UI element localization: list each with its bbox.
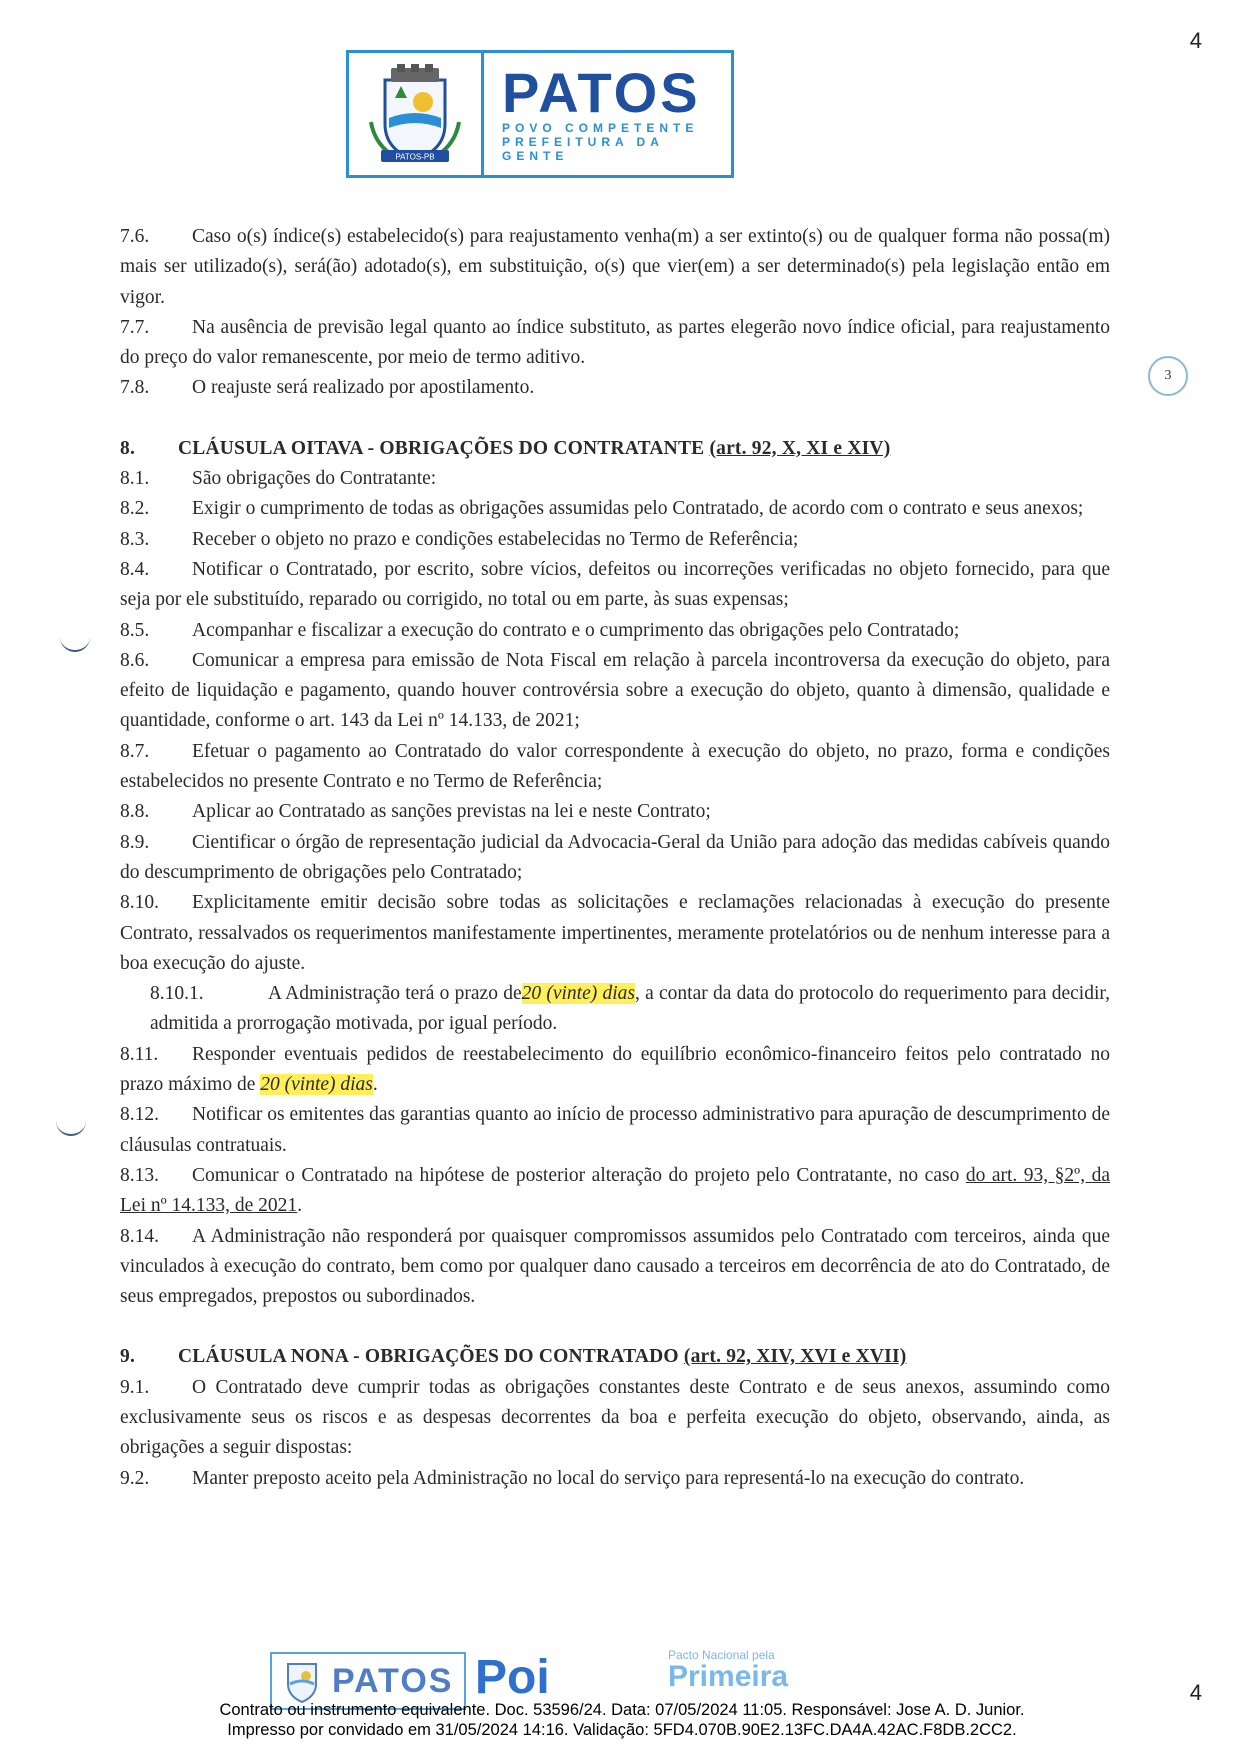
- clause-8-12: 8.12. Notificar os emitentes das garantias quanto ao início de processo administrativo para apuração de descumprimento de cláusulas contratuais.: [120, 1104, 1110, 1156]
- margin-mark: [56, 1120, 86, 1136]
- clause-8-14: 8.14. A Administração não responderá por quaisquer compromissos assumidos pelo Contratado com terceiros, ainda que vinculados à execução do contrato, bem como por qualquer dano causado a terceiros em decorrência de ato do Contratado, de seus empregados, prepostos ou subordinados.: [120, 1225, 1110, 1308]
- brand-tagline-1: POVO COMPETENTE: [502, 121, 699, 135]
- svg-text:PATOS-PB: PATOS-PB: [395, 152, 435, 162]
- brand-name: PATOS: [502, 61, 701, 124]
- clause-7-6: 7.6. Caso o(s) índice(s) estabelecido(s) para reajustamento venha(m) a ser extinto(s) ou de qualquer forma não possa(m) mais ser utilizado(s), será(ão) adotado(s), em substituição, o(s) que vier(em) a ser determinado(s) pela legislação então em vigor.: [120, 226, 1110, 308]
- clause-8-11: 8.11. Responder eventuais pedidos de reestabelecimento do equilíbrio econômico-financeiro feitos pelo contratado no prazo máximo de 20 (vinte) dias.: [120, 1043, 1110, 1096]
- clause-8-2: 8.2. Exigir o cumprimento de todas as obrigações assumidas pelo Contratado, de acordo com o contrato e seus anexos;: [120, 498, 1084, 520]
- heading-clause-8: 8. CLÁUSULA OITAVA - OBRIGAÇÕES DO CONTRATANTE (art. 92, X, XI e XIV): [120, 437, 891, 459]
- clause-8-5: 8.5. Acompanhar e fiscalizar a execução do contrato e o cumprimento das obrigações pelo Contratado;: [120, 619, 960, 641]
- clause-8-10-1: 8.10.1. A Administração terá o prazo de20 (vinte) dias, a contar da data do protocolo do requerimento para decidir, admitida a prorrogação motivada, por igual período.: [150, 983, 1110, 1035]
- clause-8-13: 8.13. Comunicar o Contratado na hipótese de posterior alteração do projeto pelo Contratante, no caso do art. 93, §2º, da Lei nº 14.133, de 2021.: [120, 1164, 1110, 1217]
- page-number-bottom: 4: [1189, 1680, 1202, 1705]
- footer-patos-logo: PATOS: [270, 1652, 466, 1710]
- clause-9-1: 9.1. O Contratado deve cumprir todas as obrigações constantes deste Contrato e de seus anexos, assumindo como exclusivamente seus os riscos e as despesas decorrentes da boa e perfeita execução do objeto, observando, ainda, as obrigações a seguir dispostas:: [120, 1376, 1110, 1459]
- law-reference: do art. 93, §2º, da Lei nº 14.133, de 2021: [120, 1164, 1110, 1217]
- brand-tagline-2: PREFEITURA DA GENTE: [502, 135, 664, 163]
- footer-pacto-logo: Pacto Nacional pela Primeira: [668, 1648, 789, 1693]
- document-body: [120, 222, 1110, 1494]
- footer-poi-logo: Poi: [475, 1651, 550, 1704]
- highlighted-deadline: 20 (vinte) dias: [521, 983, 635, 1005]
- footer-line-2: Impresso por convidado em 31/05/2024 14:16. Validação: 5FD4.070B.90E2.13FC.DA4A.42AC.F8DB.2CC2.: [227, 1721, 1017, 1739]
- footer-crest-icon: [272, 1658, 332, 1704]
- footer-validation-text: [0, 1700, 1244, 1740]
- clause-8-10: 8.10. Explicitamente emitir decisão sobre todas as solicitações e reclamações relacionadas à execução do presente Contrato, ressalvados os requerimentos manifestamente impertinentes, meramente protelatórios ou de nenhum interesse para a boa execução do ajuste.: [120, 892, 1110, 974]
- crest-icon: [349, 53, 484, 175]
- clause-7-8: 7.8. O reajuste será realizado por apostilamento.: [120, 377, 535, 399]
- heading-clause-9: 9. CLÁUSULA NONA - OBRIGAÇÕES DO CONTRATADO (art. 92, XIV, XVI e XVII): [120, 1346, 907, 1368]
- clause-8-4: 8.4. Notificar o Contratado, por escrito, sobre vícios, defeitos ou incorreções verificadas no objeto fornecido, para que seja por ele substituído, reparado ou corrigido, no total ou em parte, às suas expensas;: [120, 558, 1110, 611]
- footer-line-1: Contrato ou instrumento equivalente. Doc. 53596/24. Data: 07/05/2024 11:05. Responsável: Jose A. D. Junior.: [219, 1701, 1025, 1719]
- clause-8-3: 8.3. Receber o objeto no prazo e condições estabelecidas no Termo de Referência;: [120, 528, 799, 550]
- clause-9-2: 9.2. Manter preposto aceito pela Administração no local do serviço para representá-lo na execução do contrato.: [120, 1467, 1025, 1489]
- clause-8-1: 8.1. São obrigações do Contratante:: [120, 468, 437, 490]
- clause-8-8: 8.8. Aplicar ao Contratado as sanções previstas na lei e neste Contrato;: [120, 801, 711, 823]
- page-number-top: 4: [1189, 28, 1202, 53]
- clause-8-9: 8.9. Cientificar o órgão de representação judicial da Advocacia-Geral da União para adoção das medidas cabíveis quando do descumprimento de obrigações pelo Contratado;: [120, 831, 1110, 883]
- clause-7-7: 7.7. Na ausência de previsão legal quanto ao índice substituto, as partes elegerão novo índice oficial, para reajustamento do preço do valor remanescente, por meio de termo aditivo.: [120, 316, 1110, 369]
- highlighted-deadline: 20 (vinte) dias: [260, 1074, 373, 1096]
- header-logo: [346, 50, 734, 178]
- clause-8-6: 8.6. Comunicar a empresa para emissão de Nota Fiscal em relação à parcela incontroversa da execução do objeto, para efeito de liquidação e pagamento, quando houver controvérsia sobre a execução do objeto, quanto à dimensão, qualidade e quantidade, conforme o art. 143 da Lei nº 14.133, de 2021;: [120, 649, 1110, 732]
- clause-8-7: 8.7. Efetuar o pagamento ao Contratado do valor correspondente à execução do objeto, no prazo, forma e condições estabelecidos no presente Contrato e no Termo de Referência;: [120, 740, 1110, 793]
- margin-mark: [60, 636, 90, 652]
- page-stamp: 3: [1148, 356, 1188, 396]
